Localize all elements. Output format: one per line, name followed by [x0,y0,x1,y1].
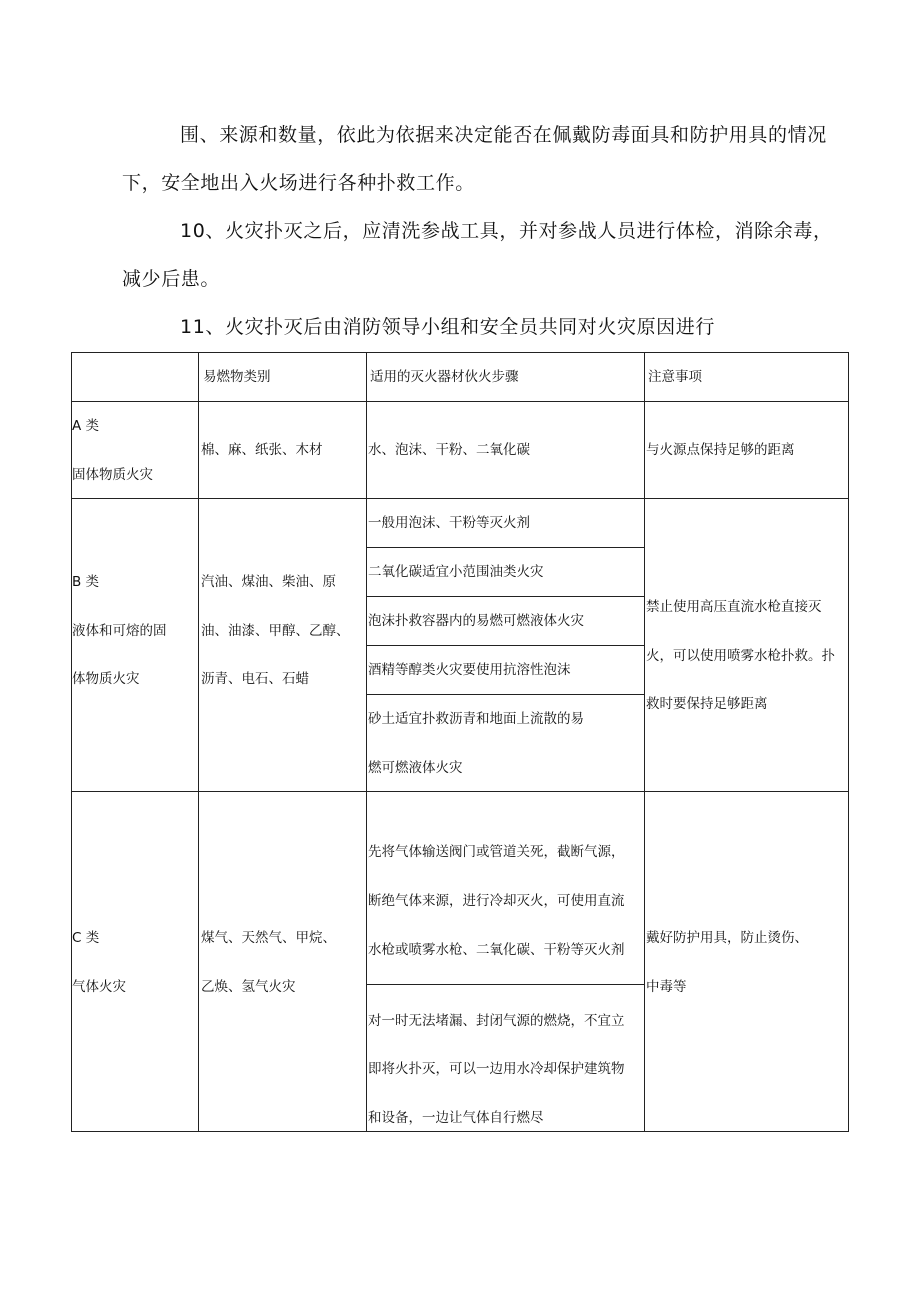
row-b-materials-2: 油、油漆、甲醇、乙醇、 [201,623,350,639]
row-a-class-label: A 类 [72,418,100,434]
row-c-method-1b: 断绝气体来源，进行冷却灭火，可使用直流 [368,893,625,909]
row-b-materials-1: 汽油、煤油、柴油、原 [201,574,336,590]
row-c-materials-1: 煤气、天然气、甲烷、 [201,930,336,946]
row-b-divider [71,791,849,792]
header-divider [71,401,849,402]
column-divider-2 [366,352,367,1132]
row-b-class-label: B 类 [72,574,100,590]
row-c-method-2a: 对一时无法堵漏、封闭气源的燃烧，不宜立 [368,1013,625,1029]
paragraph-5: 11、火灾扑灭后由消防领导小组和安全员共同对火灾原因进行 [180,316,715,338]
fire-extinguishing-table [71,352,849,1132]
row-b-method-3: 泡沫扑救容器内的易燃可燃液体火灾 [368,613,584,629]
header-material-category: 易燃物类别 [203,369,271,385]
column-divider-3 [644,352,645,1132]
paragraph-3: 10、火灾扑灭之后，应清洗参战工具，并对参战人员进行体检，消除余毒， [180,220,833,242]
header-notes: 注意事项 [648,369,702,385]
row-b-method-5b: 燃可燃液体火灾 [368,760,463,776]
b-method-divider-2 [367,596,644,597]
row-b-method-5a: 砂土适宜扑救沥青和地面上流散的易 [368,711,584,727]
c-method-divider [367,984,644,985]
b-method-divider-4 [367,694,644,695]
row-b-notes-1: 禁止使用高压直流水枪直接灭 [646,599,822,615]
row-b-materials-3: 沥青、电石、石蜡 [201,671,309,687]
b-method-divider-1 [367,547,644,548]
row-b-class-desc-1: 液体和可熔的固 [72,623,167,639]
row-c-notes-1: 戴好防护用具，防止烫伤、 [646,930,808,946]
row-b-notes-3: 救时要保持足够距离 [646,696,768,712]
row-c-materials-2: 乙焕、氢气火灾 [201,979,296,995]
row-a-materials: 棉、麻、纸张、木材 [201,442,323,458]
paragraph-1: 围、来源和数量，依此为依据来决定能否在佩戴防毒面具和防护用具的情况 [180,124,827,146]
row-c-notes-2: 中毒等 [646,979,687,995]
row-b-method-1: 一般用泡沫、干粉等灭火剂 [368,515,530,531]
paragraph-2: 下，安全地出入火场进行各种扑救工作。 [122,172,475,194]
row-a-method: 水、泡沫、干粉、二氧化碳 [368,442,530,458]
row-c-method-1a: 先将气体输送阀门或管道关死，截断气源， [368,844,625,860]
row-c-method-2c: 和设备，一边让气体自行燃尽 [368,1110,544,1126]
row-a-class-desc: 固体物质火灾 [72,467,153,483]
paragraph-4: 减少后患。 [122,268,221,290]
row-c-method-1c: 水枪或喷雾水枪、二氧化碳、干粉等灭火剂 [368,942,625,958]
row-b-class-desc-2: 体物质火灾 [72,671,140,687]
table-border-bottom [71,1131,849,1132]
row-c-class-desc: 气体火灾 [72,979,126,995]
row-a-notes: 与火源点保持足够的距离 [646,442,795,458]
column-divider-1 [198,352,199,1132]
row-c-method-2b: 即将火扑灭，可以一边用水冷却保护建筑物 [368,1061,625,1077]
table-border-right [848,352,849,1132]
b-method-divider-3 [367,645,644,646]
table-border-top [71,352,849,353]
row-b-method-4: 酒精等醇类火灾要使用抗溶性泡沫 [368,662,571,678]
header-extinguishing-method: 适用的灭火器材伙火步骤 [370,369,519,385]
row-a-divider [71,498,849,499]
row-b-method-2: 二氧化碳适宜小范围油类火灾 [368,564,544,580]
row-b-notes-2: 火，可以使用喷雾水枪扑救。扑 [646,648,835,664]
row-c-class-label: C 类 [72,930,100,946]
